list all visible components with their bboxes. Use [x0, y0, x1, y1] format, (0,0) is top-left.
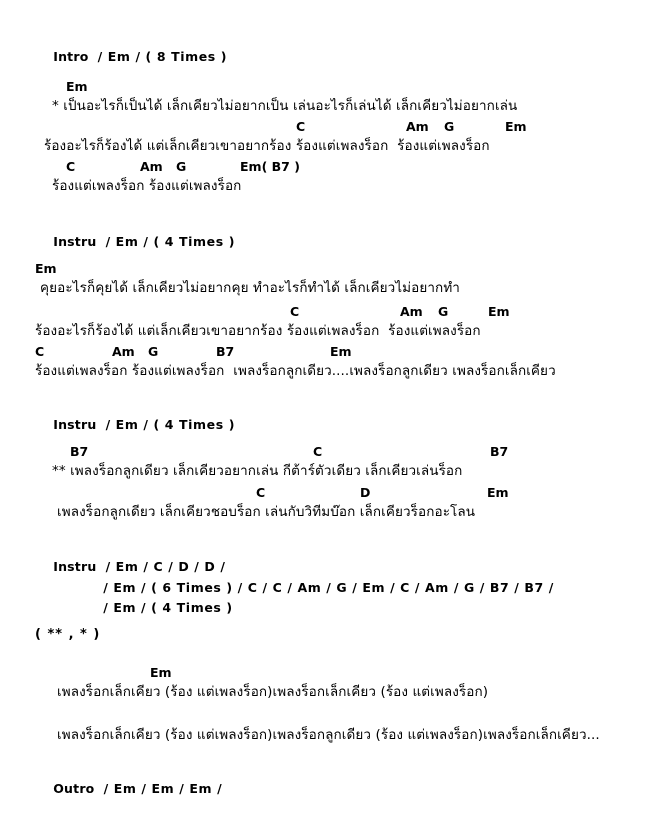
verse2-chordline-3 — [0, 346, 670, 361]
section-instru-2-label: Instru — [53, 416, 97, 432]
chord-c: C — [66, 159, 76, 174]
chord-em: Em — [150, 665, 172, 680]
verse1-lyric-1: * เป็นอะไรก็เป็นได้ เล็กเคียวไม่อยากเป็น เล่นอะไรก็เล่นได้ เล็กเคียวไม่อยากเล่น — [52, 98, 518, 114]
section-instru-1 — [35, 223, 235, 261]
chord-g: G — [438, 304, 449, 319]
chord-d: D — [360, 485, 371, 500]
chord-em-b7: Em( B7 ) — [240, 159, 300, 174]
verse2-lyric-2: ร้องอะไรก็ร้องได้ แต่เล็กเคียวเขาอยากร้อง ร้องแต่เพลงร็อก ร้องแต่เพลงร็อก — [35, 323, 481, 339]
chord-c: C — [313, 444, 323, 459]
section-instru-3-bars-line2: / Em / ( 6 Times ) / C / C / Am / G / Em / C / Am / G / B7 / B7 / — [103, 579, 554, 595]
chord-c: C — [35, 344, 45, 359]
section-intro — [35, 38, 227, 76]
chord-b7: B7 — [216, 344, 235, 359]
outro-lyric-2: เพลงร็อกเล็กเคียว (ร้อง แต่เพลงร็อก)เพลงร็อกลูกเดียว (ร้อง แต่เพลงร็อก)เพลงร็อกเล็กเคียว... — [57, 727, 600, 743]
chord-em: Em — [505, 119, 527, 134]
chord-em: Em — [488, 304, 510, 319]
chord-am: Am — [140, 159, 163, 174]
verse2-chordline-1 — [0, 263, 670, 278]
section-intro-bars: / Em / ( 8 Times ) — [97, 48, 228, 64]
verse3-lyric-2: เพลงร็อกลูกเดียว เล็กเคียวชอบร็อก เล่นกับวิทีมบ๊อก เล็กเคียวร็อกอะโลน — [57, 504, 476, 520]
verse1-chordline-2 — [0, 121, 670, 136]
section-instru-3-line3 — [85, 589, 233, 627]
chord-c: C — [296, 119, 306, 134]
chord-b7: B7 — [70, 444, 89, 459]
chord-am: Am — [406, 119, 429, 134]
chord-em: Em — [330, 344, 352, 359]
repeat-marker: ( ** , * ) — [35, 627, 101, 642]
section-outro-label: Outro — [53, 780, 95, 796]
chord-b7: B7 — [490, 444, 509, 459]
chord-am: Am — [112, 344, 135, 359]
section-instru-3-bars-line1: / Em / C / D / D / — [105, 558, 226, 574]
chord-g: G — [176, 159, 187, 174]
section-instru-3-bars-line3: / Em / ( 4 Times ) — [103, 599, 233, 615]
section-instru-1-bars: / Em / ( 4 Times ) — [105, 233, 236, 249]
chord-g: G — [444, 119, 455, 134]
verse2-lyric-1: คุยอะไรก็คุยได้ เล็กเคียวไม่อยากคุย ทำอะไรก็ทำได้ เล็กเคียวไม่อยากทำ — [40, 280, 460, 296]
verse2-chordline-2 — [0, 306, 670, 321]
verse3-lyric-1: ** เพลงร็อกลูกเดียว เล็กเคียวอยากเล่น กีต้าร์ตัวเดียว เล็กเคียวเล่นร็อก — [52, 463, 463, 479]
section-instru-2 — [35, 406, 235, 444]
verse3-chordline-1 — [0, 446, 670, 461]
section-outro-bars: / Em / Em / Em / — [103, 780, 223, 796]
chord-em: Em — [35, 261, 57, 276]
verse1-lyric-3: ร้องแต่เพลงร็อก ร้องแต่เพลงร็อก — [52, 178, 242, 194]
outro-chordline — [0, 667, 670, 682]
verse1-chordline-1 — [0, 81, 670, 96]
chord-em: Em — [66, 79, 88, 94]
outro-lyric-1: เพลงร็อกเล็กเคียว (ร้อง แต่เพลงร็อก)เพลงร็อกเล็กเคียว (ร้อง แต่เพลงร็อก) — [57, 684, 489, 700]
section-outro — [35, 770, 222, 808]
verse3-chordline-2 — [0, 487, 670, 502]
chord-am: Am — [400, 304, 423, 319]
chord-c: C — [256, 485, 266, 500]
section-instru-1-label: Instru — [53, 233, 97, 249]
chord-em: Em — [487, 485, 509, 500]
section-intro-label: Intro — [53, 48, 89, 64]
section-instru-2-bars: / Em / ( 4 Times ) — [105, 416, 236, 432]
verse1-lyric-2: ร้องอะไรก็ร้องได้ แต่เล็กเคียวเขาอยากร้อง ร้องแต่เพลงร็อก ร้องแต่เพลงร็อก — [44, 138, 490, 154]
verse2-lyric-3: ร้องแต่เพลงร็อก ร้องแต่เพลงร็อก เพลงร็อกลูกเดียว....เพลงร็อกลูกเดียว เพลงร็อกเล็กเคียว — [35, 363, 556, 379]
section-instru-3-label: Instru — [53, 558, 97, 574]
chord-g: G — [148, 344, 159, 359]
chord-c: C — [290, 304, 300, 319]
verse1-chordline-3 — [0, 161, 670, 176]
